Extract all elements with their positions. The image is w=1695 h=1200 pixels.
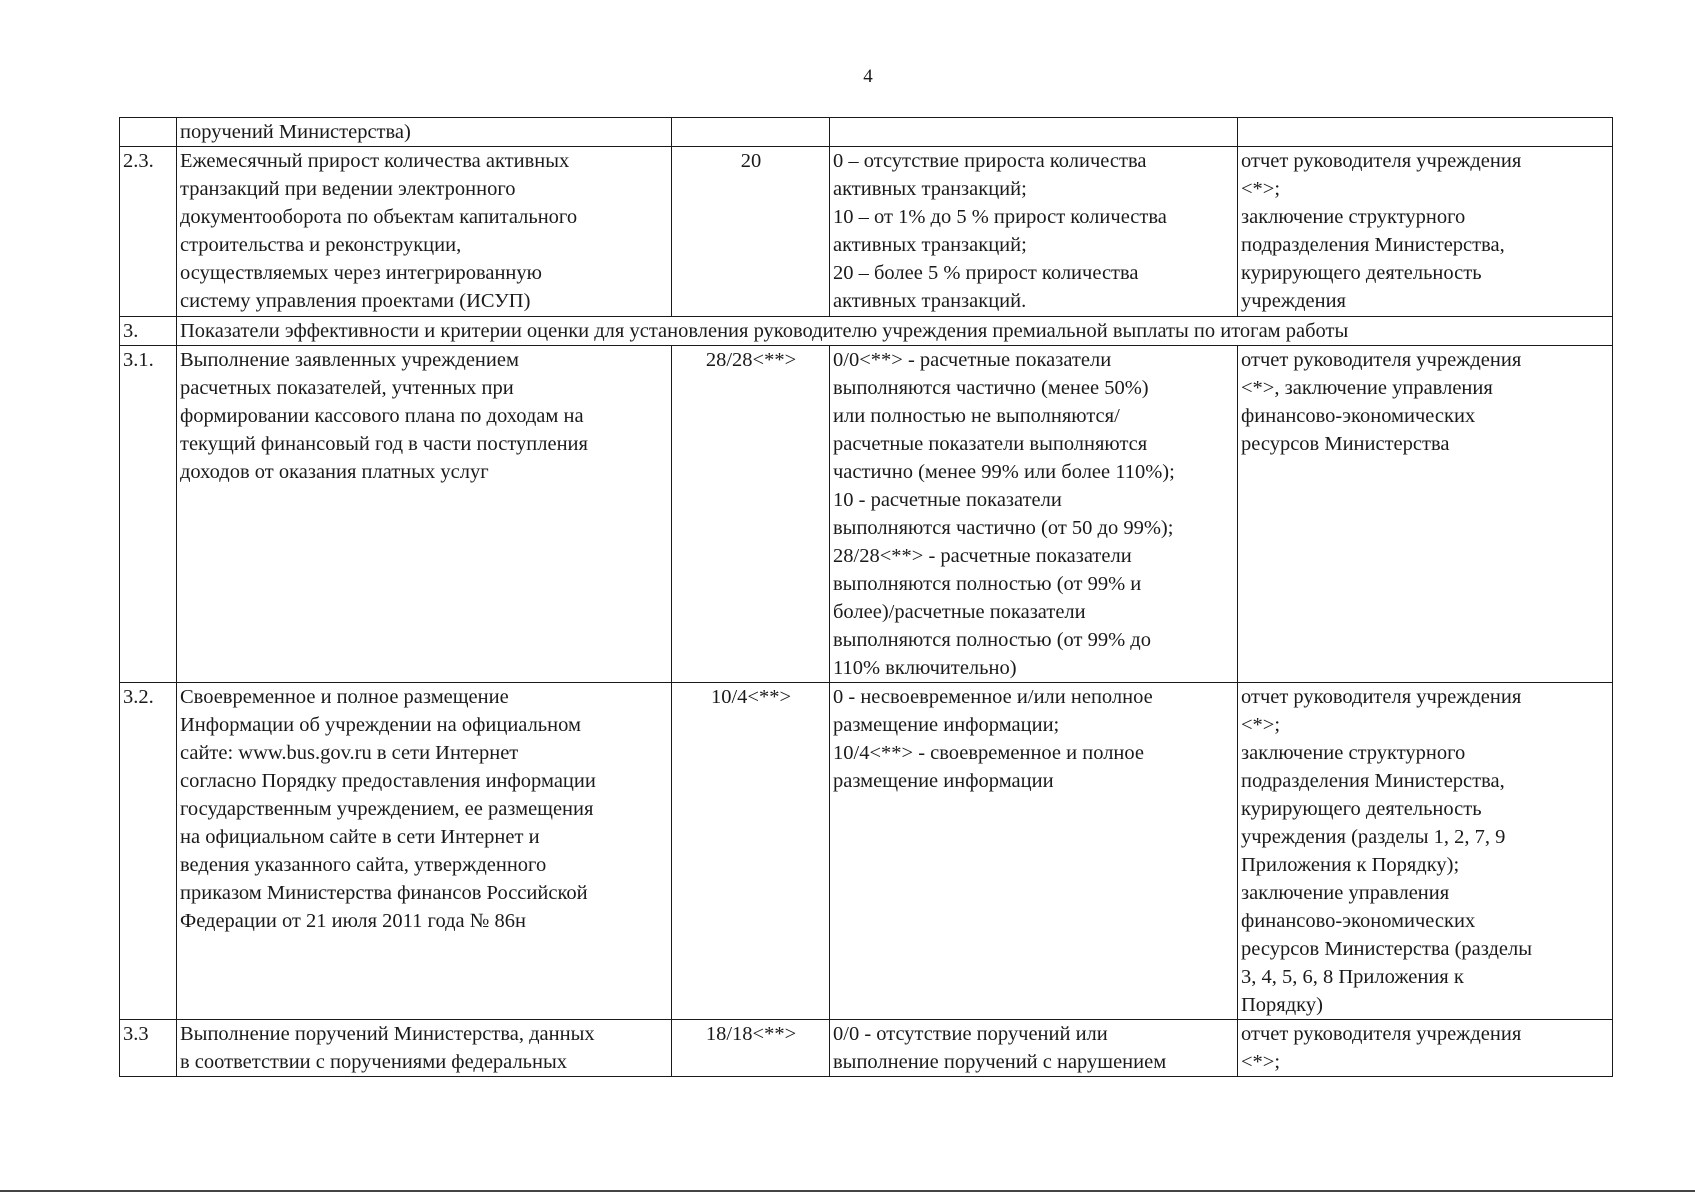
criterion-cell-line: согласно Порядку предоставления информации xyxy=(180,770,596,792)
criterion-cell-line: ведения указанного сайта, утвержденного xyxy=(180,854,547,876)
source-document-cell-line: заключение структурного xyxy=(1241,206,1466,228)
scoring-scale-cell-line: 0 - несвоевременное и/или неполное xyxy=(833,686,1153,708)
section-title xyxy=(177,317,1613,346)
criteria-table xyxy=(119,117,1613,1077)
scoring-scale-cell-line: более)/расчетные показатели xyxy=(833,601,1086,623)
criterion-cell-line: в соответствии с поручениями федеральных xyxy=(180,1051,568,1073)
scoring-scale-cell-line: выполняются полностью (от 99% до xyxy=(833,629,1151,651)
criterion-cell-line: Выполнение поручений Министерства, данных xyxy=(180,1023,595,1045)
row-number: 3.3 xyxy=(120,1020,177,1077)
table-row xyxy=(120,147,1613,317)
source-document-cell-line: заключение управления xyxy=(1241,882,1450,904)
source-document-cell-line: <*>; xyxy=(1241,1051,1281,1073)
source-document-cell-line: ресурсов Министерства (разделы xyxy=(1241,938,1533,960)
scoring-scale-cell-line: 10 – от 1% до 5 % прирост количества xyxy=(833,206,1167,228)
criterion-cell-line: доходов от оказания платных услуг xyxy=(180,461,489,483)
scoring-scale-cell-line: 10/4<**> - своевременное и полное xyxy=(833,742,1144,764)
criterion-cell-line: Своевременное и полное размещение xyxy=(180,686,509,708)
source-document-cell-line: <*>; xyxy=(1241,714,1281,736)
row-number: 2.3. xyxy=(120,147,177,317)
source-document-cell-line: отчет руководителя учреждения xyxy=(1241,150,1522,172)
scoring-scale-cell-line: выполняются частично (менее 50%) xyxy=(833,377,1149,399)
scoring-scale-cell xyxy=(830,1020,1238,1077)
table-row xyxy=(120,1020,1613,1077)
criterion-cell-line: расчетных показателей, учтенных при xyxy=(180,377,514,399)
scoring-scale-cell-line: размещение информации; xyxy=(833,714,1060,736)
max-points-cell: 10/4<**> xyxy=(672,683,830,1020)
source-document-cell-line: отчет руководителя учреждения xyxy=(1241,1023,1522,1045)
source-document-cell-line: 3, 4, 5, 6, 8 Приложения к xyxy=(1241,966,1464,988)
scoring-scale-cell-line: активных транзакций; xyxy=(833,178,1027,200)
source-document-cell-line: финансово-экономических xyxy=(1241,405,1476,427)
criterion-cell-line: приказом Министерства финансов Российской xyxy=(180,882,588,904)
max-points-cell: 18/18<**> xyxy=(672,1020,830,1077)
source-document-cell-line: заключение структурного xyxy=(1241,742,1466,764)
source-document-cell-line: <*>; xyxy=(1241,178,1281,200)
source-document-cell xyxy=(1238,1020,1613,1077)
criterion-cell-line: поручений Министерства) xyxy=(180,121,411,143)
source-document-cell-line: финансово-экономических xyxy=(1241,910,1476,932)
criterion-cell-line: формировании кассового плана по доходам на xyxy=(180,405,584,427)
criterion-cell xyxy=(177,683,672,1020)
source-document-cell-line: курирующего деятельность xyxy=(1241,798,1482,820)
page-bottom-rule xyxy=(0,1190,1695,1192)
scoring-scale-cell-line: 110% включительно) xyxy=(833,657,1017,679)
scoring-scale-cell-line: 0 – отсутствие прироста количества xyxy=(833,150,1147,172)
scoring-scale-cell-line: частично (менее 99% или более 110%); xyxy=(833,461,1175,483)
scoring-scale-cell-line: выполняются полностью (от 99% и xyxy=(833,573,1142,595)
max-points-cell: 20 xyxy=(672,147,830,317)
source-document-cell-line: учреждения xyxy=(1241,290,1346,312)
criterion-cell-line: документооборота по объектам капитального xyxy=(180,206,578,228)
scoring-scale-cell-line: активных транзакций. xyxy=(833,290,1027,312)
scoring-scale-cell-line: 28/28<**> - расчетные показатели xyxy=(833,545,1132,567)
max-points-cell xyxy=(672,118,830,147)
criterion-cell-line: строительства и реконструкции, xyxy=(180,234,462,256)
scoring-scale-cell-line: активных транзакций; xyxy=(833,234,1027,256)
criterion-cell-line: на официальном сайте в сети Интернет и xyxy=(180,826,540,848)
source-document-cell-line: Порядку) xyxy=(1241,994,1323,1016)
criterion-cell-line: Ежемесячный прирост количества активных xyxy=(180,150,570,172)
scoring-scale-cell xyxy=(830,147,1238,317)
criterion-cell-line: государственным учреждением, ее размещения xyxy=(180,798,594,820)
source-document-cell xyxy=(1238,118,1613,147)
table-row xyxy=(120,346,1613,683)
criterion-cell-line: сайте: www.bus.gov.ru в сети Интернет xyxy=(180,742,519,764)
scoring-scale-cell-line: выполнение поручений с нарушением xyxy=(833,1051,1167,1073)
row-number: 3. xyxy=(120,317,177,346)
criterion-cell xyxy=(177,147,672,317)
source-document-cell-line: отчет руководителя учреждения xyxy=(1241,349,1522,371)
max-points-cell: 28/28<**> xyxy=(672,346,830,683)
source-document-cell-line: Приложения к Порядку); xyxy=(1241,854,1460,876)
scoring-scale-cell-line: 0/0 - отсутствие поручений или xyxy=(833,1023,1108,1045)
row-number xyxy=(120,118,177,147)
row-number: 3.2. xyxy=(120,683,177,1020)
scoring-scale-cell-line: 0/0<**> - расчетные показатели xyxy=(833,349,1112,371)
table-row xyxy=(120,317,1613,346)
source-document-cell-line: отчет руководителя учреждения xyxy=(1241,686,1522,708)
scoring-scale-cell-line: расчетные показатели выполняются xyxy=(833,433,1148,455)
scoring-scale-cell-line: выполняются частично (от 50 до 99%); xyxy=(833,517,1174,539)
scoring-scale-cell-line: 20 – более 5 % прирост количества xyxy=(833,262,1139,284)
scoring-scale-cell xyxy=(830,118,1238,147)
table-row xyxy=(120,683,1613,1020)
criterion-cell-line: Федерации от 21 июля 2011 года № 86н xyxy=(180,910,526,932)
table-row xyxy=(120,118,1613,147)
scoring-scale-cell-line: размещение информации xyxy=(833,770,1054,792)
source-document-cell xyxy=(1238,346,1613,683)
scoring-scale-cell-line: 10 - расчетные показатели xyxy=(833,489,1062,511)
scoring-scale-cell xyxy=(830,683,1238,1020)
criterion-cell-line: транзакций при ведении электронного xyxy=(180,178,516,200)
table-body xyxy=(120,118,1613,1077)
criterion-cell-line: систему управления проектами (ИСУП) xyxy=(180,290,531,312)
criterion-cell xyxy=(177,1020,672,1077)
scoring-scale-cell-line: или полностью не выполняются/ xyxy=(833,405,1120,427)
criterion-cell xyxy=(177,346,672,683)
source-document-cell xyxy=(1238,147,1613,317)
criterion-cell-line: Информации об учреждении на официальном xyxy=(180,714,581,736)
page-number: 4 xyxy=(863,66,873,87)
criterion-cell-line: осуществляемых через интегрированную xyxy=(180,262,542,284)
source-document-cell-line: ресурсов Министерства xyxy=(1241,433,1450,455)
source-document-cell-line: <*>, заключение управления xyxy=(1241,377,1493,399)
source-document-cell xyxy=(1238,683,1613,1020)
criterion-cell-line: текущий финансовый год в части поступления xyxy=(180,433,588,455)
source-document-cell-line: учреждения (разделы 1, 2, 7, 9 xyxy=(1241,826,1506,848)
criterion-cell-line: Выполнение заявленных учреждением xyxy=(180,349,519,371)
source-document-cell-line: подразделения Министерства, xyxy=(1241,234,1505,256)
row-number: 3.1. xyxy=(120,346,177,683)
source-document-cell-line: курирующего деятельность xyxy=(1241,262,1482,284)
source-document-cell-line: подразделения Министерства, xyxy=(1241,770,1505,792)
scoring-scale-cell xyxy=(830,346,1238,683)
criterion-cell xyxy=(177,118,672,147)
section-title-text: Показатели эффективности и критерии оценки для установления руководителю учреждения премиальной выплаты по итогам работы xyxy=(180,320,1349,342)
